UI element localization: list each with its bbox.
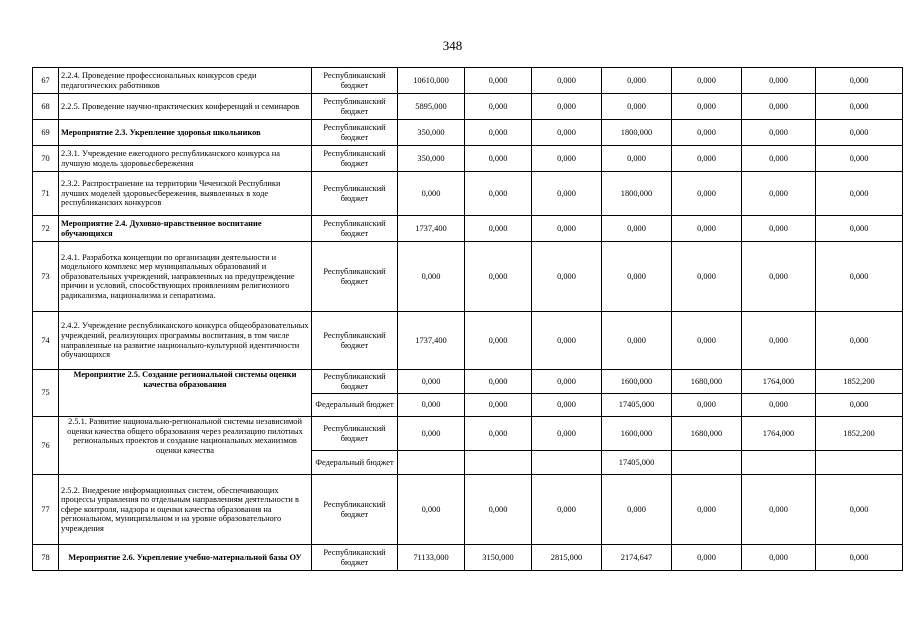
budget-value-year-4: 0,000 xyxy=(602,312,672,370)
budget-value-year-5: 0,000 xyxy=(672,94,742,120)
budget-value-year-1: 5895,000 xyxy=(398,94,465,120)
budget-value-year-1: 350,000 xyxy=(398,146,465,172)
budget-value-year-4: 2174,647 xyxy=(602,545,672,571)
budget-value-year-1: 0,000 xyxy=(398,417,465,451)
funding-source: Республиканский бюджет xyxy=(312,216,398,242)
budget-value-year-7: 0,000 xyxy=(816,172,903,216)
budget-value-year-7: 1852,200 xyxy=(816,417,903,451)
funding-source: Республиканский бюджет xyxy=(312,172,398,216)
budget-value-year-7: 0,000 xyxy=(816,68,903,94)
budget-value-year-6: 1764,000 xyxy=(742,370,816,394)
row-number: 77 xyxy=(33,475,59,545)
activity-description: Мероприятие 2.6. Укрепление учебно-материальной базы ОУ xyxy=(59,545,312,571)
funding-source: Республиканский бюджет xyxy=(312,417,398,451)
budget-value-year-2: 0,000 xyxy=(465,370,532,394)
budget-value-year-6: 0,000 xyxy=(742,146,816,172)
budget-value-year-7: 0,000 xyxy=(816,94,903,120)
budget-value-year-5: 0,000 xyxy=(672,120,742,146)
budget-value-year-7: 0,000 xyxy=(816,216,903,242)
budget-value-year-2: 0,000 xyxy=(465,120,532,146)
budget-value-year-6: 0,000 xyxy=(742,216,816,242)
budget-value-year-4: 1600,000 xyxy=(602,417,672,451)
budget-value-year-5: 0,000 xyxy=(672,242,742,312)
row-number: 76 xyxy=(33,417,59,475)
budget-value-year-1: 1737,400 xyxy=(398,312,465,370)
page-number: 348 xyxy=(442,38,463,53)
budget-value-year-7: 0,000 xyxy=(816,545,903,571)
budget-value-year-1: 10610,000 xyxy=(398,68,465,94)
budget-table xyxy=(32,67,903,571)
budget-value-year-6: 0,000 xyxy=(742,68,816,94)
budget-value-year-3: 0,000 xyxy=(532,417,602,451)
budget-value-year-4: 0,000 xyxy=(602,68,672,94)
budget-value-year-7: 0,000 xyxy=(816,146,903,172)
funding-source: Федеральный бюджет xyxy=(312,394,398,417)
budget-value-year-2: 0,000 xyxy=(465,417,532,451)
budget-value-year-6: 0,000 xyxy=(742,475,816,545)
activity-description: 2.3.2. Распространение на территории Чеченской Республики лучших моделей здоровьесбережения, выявленных в ходе республиканских конкурсов xyxy=(59,172,312,216)
table-row xyxy=(33,417,903,451)
budget-value-year-2: 0,000 xyxy=(465,68,532,94)
budget-value-year-1: 0,000 xyxy=(398,172,465,216)
budget-value-year-3: 0,000 xyxy=(532,370,602,394)
row-number: 74 xyxy=(33,312,59,370)
budget-value-year-6: 0,000 xyxy=(742,312,816,370)
budget-value-year-6 xyxy=(742,451,816,475)
table-row xyxy=(33,68,903,94)
budget-value-year-7: 0,000 xyxy=(816,120,903,146)
budget-value-year-5: 0,000 xyxy=(672,394,742,417)
row-number: 69 xyxy=(33,120,59,146)
funding-source: Республиканский бюджет xyxy=(312,120,398,146)
budget-value-year-3: 0,000 xyxy=(532,312,602,370)
budget-value-year-2: 3150,000 xyxy=(465,545,532,571)
budget-value-year-5: 0,000 xyxy=(672,172,742,216)
budget-value-year-2: 0,000 xyxy=(465,172,532,216)
budget-value-year-5 xyxy=(672,451,742,475)
budget-value-year-3: 0,000 xyxy=(532,146,602,172)
budget-value-year-5: 0,000 xyxy=(672,545,742,571)
row-number: 78 xyxy=(33,545,59,571)
activity-description: Мероприятие 2.5. Создание региональной системы оценки качества образования xyxy=(59,370,312,417)
funding-source: Республиканский бюджет xyxy=(312,370,398,394)
budget-value-year-3: 0,000 xyxy=(532,68,602,94)
activity-description: 2.5.1. Развитие национально-региональной системы независимой оценки качества общего образования через реализацию пилотных региональных проектов и создание национальных механизмов оценки качества xyxy=(59,417,312,475)
budget-value-year-1: 0,000 xyxy=(398,394,465,417)
budget-value-year-5: 0,000 xyxy=(672,312,742,370)
budget-value-year-6: 0,000 xyxy=(742,242,816,312)
funding-source: Республиканский бюджет xyxy=(312,146,398,172)
budget-value-year-4: 1800,000 xyxy=(602,120,672,146)
budget-value-year-7: 0,000 xyxy=(816,394,903,417)
activity-description: 2.3.1. Учреждение ежегодного республиканского конкурса на лучшую модель здоровьесбережения xyxy=(59,146,312,172)
activity-description: 2.4.2. Учреждение республиканского конкурса общеобразовательных учреждений, реализующих программы воспитания, в том числе направленные на развитие национально-культурной идентичности обучающихся xyxy=(59,312,312,370)
budget-value-year-3: 0,000 xyxy=(532,394,602,417)
budget-value-year-6: 0,000 xyxy=(742,172,816,216)
budget-value-year-7: 0,000 xyxy=(816,242,903,312)
row-number: 71 xyxy=(33,172,59,216)
activity-description: 2.5.2. Внедрение информационных систем, обеспечивающих процессы управления по отдельным направлениям деятельности в сфере контроля, надзора и оценки качества образования на региональном, муниципальном и на уровне образовательного учреждения xyxy=(59,475,312,545)
row-number: 75 xyxy=(33,370,59,417)
funding-source: Республиканский бюджет xyxy=(312,242,398,312)
table-row xyxy=(33,216,903,242)
funding-source: Республиканский бюджет xyxy=(312,68,398,94)
budget-value-year-5: 1680,000 xyxy=(672,370,742,394)
table-row xyxy=(33,172,903,216)
budget-value-year-3: 0,000 xyxy=(532,120,602,146)
funding-source: Республиканский бюджет xyxy=(312,312,398,370)
budget-value-year-7 xyxy=(816,451,903,475)
activity-description: Мероприятие 2.4. Духовно-нравственное воспитание обучающихся xyxy=(59,216,312,242)
budget-value-year-1: 0,000 xyxy=(398,242,465,312)
budget-value-year-3: 0,000 xyxy=(532,94,602,120)
budget-value-year-3: 0,000 xyxy=(532,172,602,216)
budget-value-year-4: 0,000 xyxy=(602,94,672,120)
budget-value-year-1: 350,000 xyxy=(398,120,465,146)
budget-value-year-6: 0,000 xyxy=(742,545,816,571)
budget-value-year-4: 0,000 xyxy=(602,216,672,242)
budget-value-year-7: 1852,200 xyxy=(816,370,903,394)
budget-value-year-1: 1737,400 xyxy=(398,216,465,242)
budget-value-year-5: 0,000 xyxy=(672,146,742,172)
table-row xyxy=(33,312,903,370)
activity-description: 2.4.1. Разработка концепции по организации деятельности и модельного комплекс мер муниципальных образований и образовательных учреждений, направленных на предупреждение причин и условий, способствующих проявлениям религиозного радикализма, национализма и сепаратизма. xyxy=(59,242,312,312)
budget-value-year-5: 0,000 xyxy=(672,216,742,242)
budget-value-year-3: 0,000 xyxy=(532,242,602,312)
budget-value-year-1: 71133,000 xyxy=(398,545,465,571)
activity-description: 2.2.5. Проведение научно-практических конференций и семинаров xyxy=(59,94,312,120)
table-row xyxy=(33,242,903,312)
table-row xyxy=(33,146,903,172)
table-row xyxy=(33,120,903,146)
budget-value-year-5: 0,000 xyxy=(672,475,742,545)
budget-value-year-4: 17405,000 xyxy=(602,394,672,417)
activity-description: 2.2.4. Проведение профессиональных конкурсов среди педагогических работников xyxy=(59,68,312,94)
budget-value-year-3: 0,000 xyxy=(532,475,602,545)
budget-value-year-5: 1680,000 xyxy=(672,417,742,451)
budget-value-year-4: 0,000 xyxy=(602,475,672,545)
budget-value-year-7: 0,000 xyxy=(816,312,903,370)
funding-source: Республиканский бюджет xyxy=(312,94,398,120)
budget-value-year-4: 1600,000 xyxy=(602,370,672,394)
budget-value-year-1: 0,000 xyxy=(398,475,465,545)
budget-value-year-4: 1800,000 xyxy=(602,172,672,216)
budget-value-year-4: 0,000 xyxy=(602,242,672,312)
budget-value-year-2: 0,000 xyxy=(465,94,532,120)
table-row xyxy=(33,475,903,545)
budget-value-year-6: 0,000 xyxy=(742,394,816,417)
funding-source: Республиканский бюджет xyxy=(312,545,398,571)
budget-value-year-3: 2815,000 xyxy=(532,545,602,571)
row-number: 73 xyxy=(33,242,59,312)
budget-value-year-2: 0,000 xyxy=(465,312,532,370)
funding-source: Республиканский бюджет xyxy=(312,475,398,545)
budget-value-year-6: 0,000 xyxy=(742,94,816,120)
funding-source: Федеральный бюджет xyxy=(312,451,398,475)
table-row xyxy=(33,545,903,571)
budget-value-year-2 xyxy=(465,451,532,475)
budget-value-year-3: 0,000 xyxy=(532,216,602,242)
row-number: 72 xyxy=(33,216,59,242)
budget-value-year-5: 0,000 xyxy=(672,68,742,94)
budget-value-year-2: 0,000 xyxy=(465,394,532,417)
budget-value-year-2: 0,000 xyxy=(465,475,532,545)
table-row xyxy=(33,370,903,394)
row-number: 70 xyxy=(33,146,59,172)
row-number: 68 xyxy=(33,94,59,120)
budget-value-year-2: 0,000 xyxy=(465,146,532,172)
budget-value-year-1: 0,000 xyxy=(398,370,465,394)
budget-value-year-2: 0,000 xyxy=(465,216,532,242)
budget-value-year-3 xyxy=(532,451,602,475)
activity-description: Мероприятие 2.3. Укрепление здоровья школьников xyxy=(59,120,312,146)
budget-value-year-6: 0,000 xyxy=(742,120,816,146)
budget-value-year-1 xyxy=(398,451,465,475)
table-row xyxy=(33,94,903,120)
row-number: 67 xyxy=(33,68,59,94)
budget-value-year-7: 0,000 xyxy=(816,475,903,545)
budget-value-year-2: 0,000 xyxy=(465,242,532,312)
budget-value-year-6: 1764,000 xyxy=(742,417,816,451)
budget-value-year-4: 17405,000 xyxy=(602,451,672,475)
budget-value-year-4: 0,000 xyxy=(602,146,672,172)
